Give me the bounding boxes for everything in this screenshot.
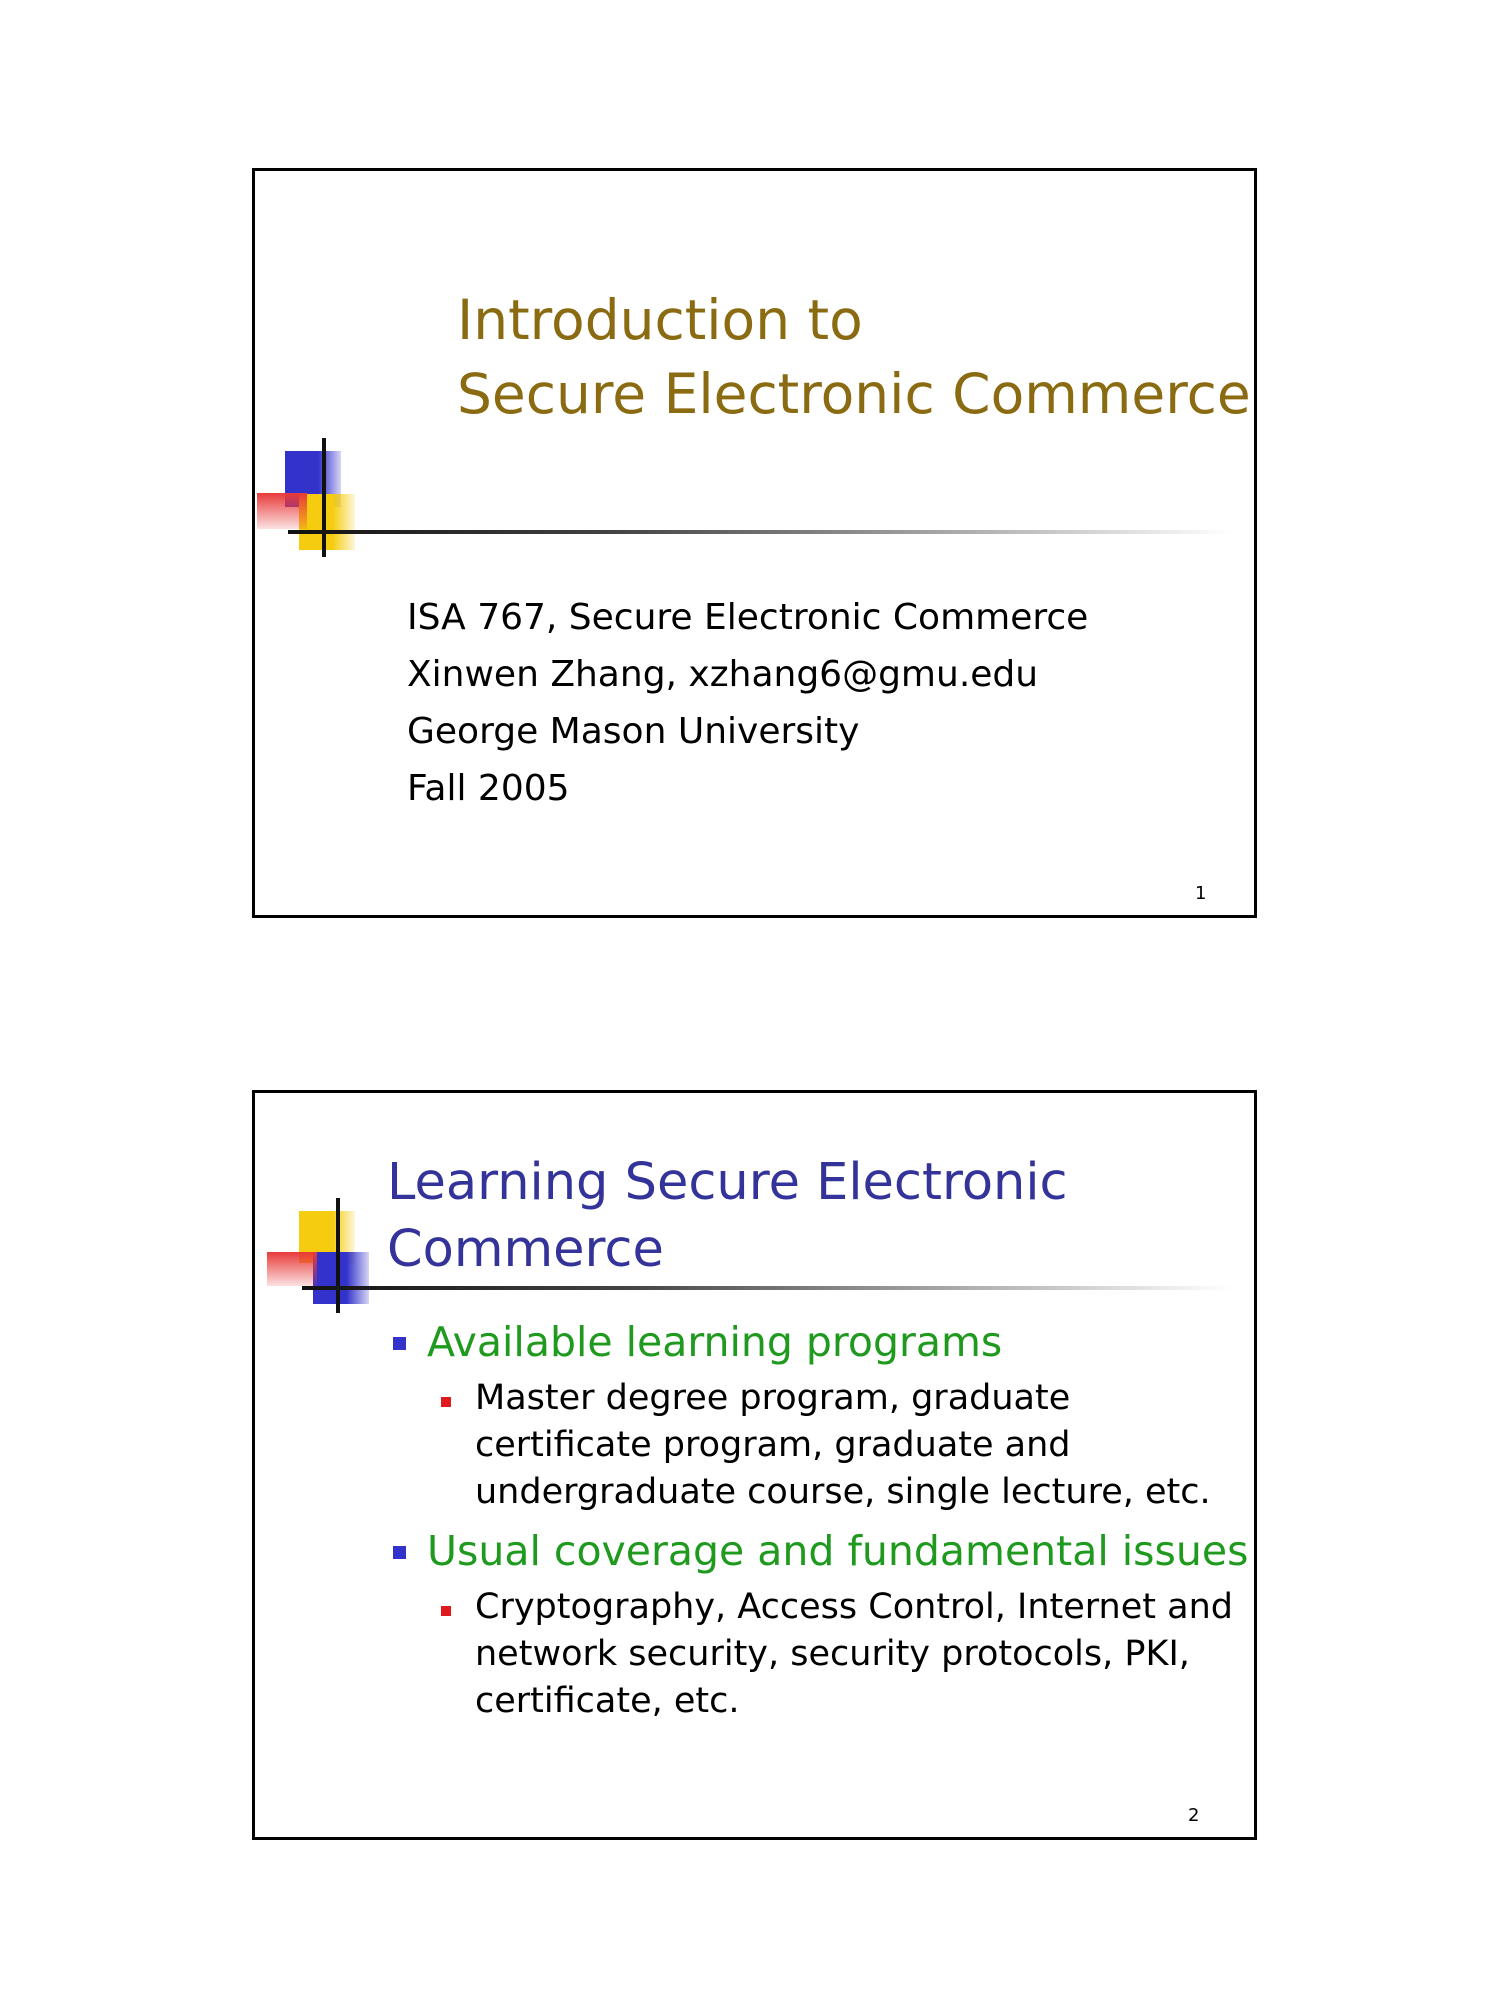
red-square-decoration — [257, 493, 307, 529]
slide-title: Introduction to Secure Electronic Commerce — [457, 288, 1251, 426]
slide-number: 1 — [1195, 883, 1207, 904]
horizontal-line-decoration — [302, 1286, 1232, 1290]
sub-list-item: Master degree program, graduate certificate program, graduate and undergraduate course, single lecture, etc. — [387, 1375, 1237, 1516]
instructor-line: Xinwen Zhang, xzhang6@gmu.edu — [407, 654, 1039, 695]
slide-number: 2 — [1188, 1805, 1200, 1826]
red-square-decoration — [267, 1252, 317, 1286]
horizontal-line-decoration — [288, 530, 1233, 534]
square-bullet-icon — [393, 1337, 406, 1350]
list-item: Available learning programs — [387, 1315, 1237, 1369]
square-bullet-icon — [441, 1397, 451, 1407]
term-line: Fall 2005 — [407, 768, 570, 809]
bullet-list — [387, 1315, 1249, 1733]
yellow-square-decoration — [299, 494, 355, 550]
vertical-line-decoration — [336, 1198, 340, 1313]
course-line: ISA 767, Secure Electronic Commerce — [407, 597, 1089, 638]
square-bullet-icon — [393, 1546, 406, 1559]
list-item: Usual coverage and fundamental issues — [387, 1524, 1237, 1578]
slide-title: Learning Secure Electronic Commerce — [387, 1153, 1068, 1279]
square-bullet-icon — [441, 1606, 451, 1616]
slide-2 — [252, 1090, 1257, 1840]
university-line: George Mason University — [407, 711, 860, 752]
slide-1 — [252, 168, 1257, 918]
blue-square-decoration — [313, 1252, 369, 1304]
course-info — [407, 589, 1088, 817]
vertical-line-decoration — [322, 438, 326, 557]
sub-list-item: Cryptography, Access Control, Internet and network security, security protocols, PKI, certificate, etc. — [387, 1584, 1237, 1725]
